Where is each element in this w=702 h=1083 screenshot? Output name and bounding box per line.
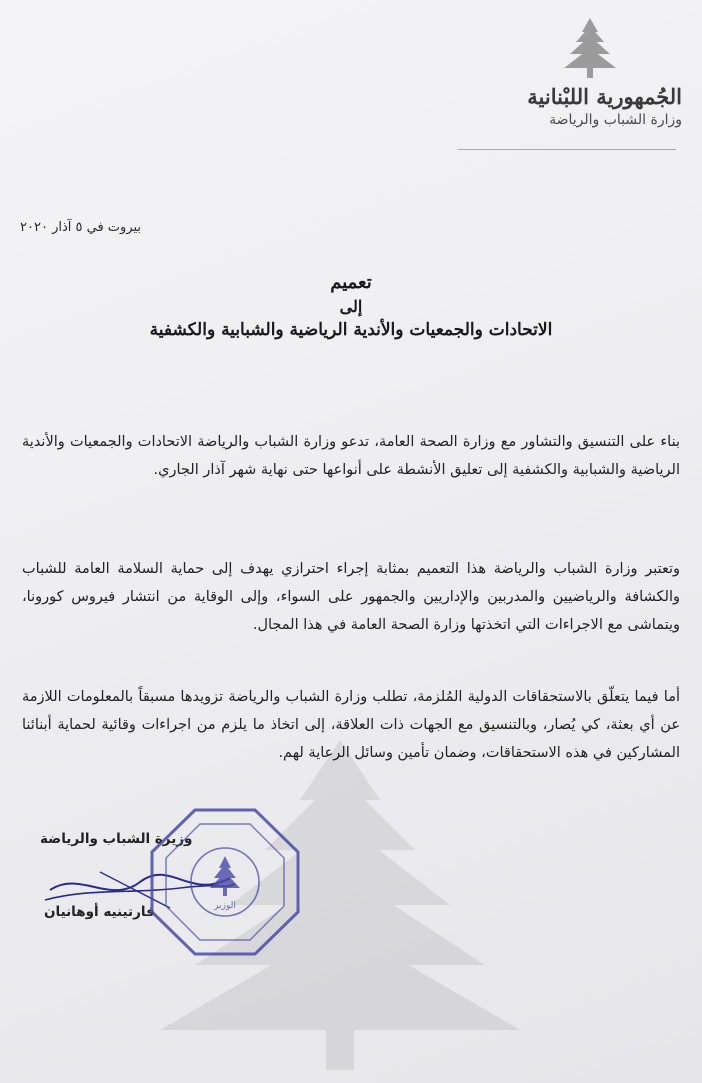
subject-recipients: الاتحادات والجمعيات والأندية الرياضية والشبابية والكشفية [149,320,553,340]
letterhead [342,84,682,128]
official-stamp [150,808,300,956]
body-paragraph: وتعتبر وزارة الشباب والرياضة هذا التعميم بمثابة إجراء احترازي يهدف إلى حماية السلامة العامة للشباب والكشافة والرياضيين والمدربين والإداريين والجمهور على السواء، وإلى الوقاية من انتشار فيروس كورونا، ويتماشى مع الاجراءات التي اتخذتها وزارة الصحة العامة في هذا المجال. [22,561,680,633]
ministry-name: وزارة الشباب والرياضة [549,112,682,128]
body-paragraph: بناء على التنسيق والتشاور مع وزارة الصحة العامة، تدعو وزارة الشباب والرياضة الاتحادات والجمعيات والأندية الرياضية والشبابية والكشفية إلى تعليق الأنشطة على أنواعها حتى نهاية شهر آذار الجاري. [22,434,680,478]
subject-title: تعميم [330,272,372,293]
signatory-name: فارتينيه أوهانيان [44,904,155,920]
body-paragraph: أما فيما يتعلّق بالاستحقاقات الدولية المُلزمة، تطلب وزارة الشباب والرياضة تزويدها مسبقاً بالمعلومات اللازمة عن أي بعثة، كي يُصار، وبالتنسيق مع الجهات ذات العلاقة، إلى اتخاذ ما يلزم من اجراءات وقائية لحماية أبنائنا المشاركين في هذه الاستحقاقات، وضمان تأمين وسائل الرعاية لهم. [22,689,680,761]
subject-to: إلى [339,297,363,316]
svg-text:الوزير: الوزير [214,901,236,911]
subject-block [60,272,642,340]
signatory-title: وزيرة الشباب والرياضة [40,831,193,847]
cedar-tree-icon [560,18,620,80]
republic-name: الجُمهورية اللبْنانية [527,84,682,109]
letter-date: بيروت في ٥ آذار ٢٠٢٠ [20,220,142,235]
header-divider [458,149,676,150]
